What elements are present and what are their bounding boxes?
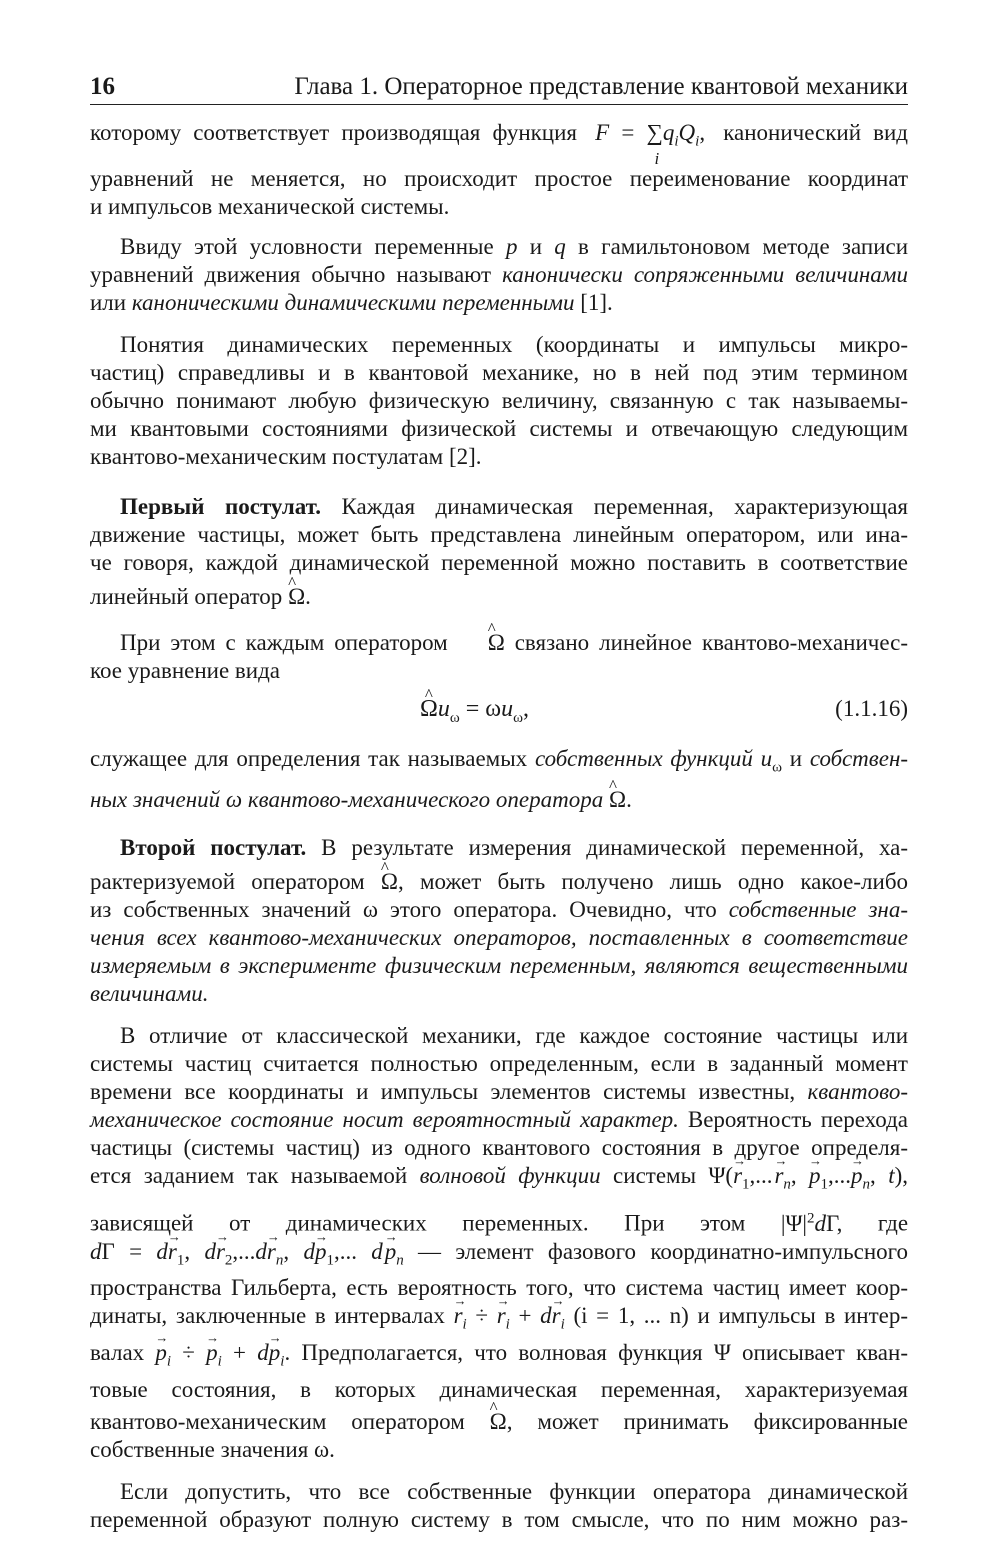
generating-function-formula: F = ∑ i $q_iQ_i$, (595, 120, 718, 168)
equation-number: (1.1.16) (835, 696, 908, 721)
paragraph-9: Если допустить, что все собственные функции оператора динамической переменной образуют полную систему в том смысле, что по ним можно раз- (90, 1478, 908, 1532)
paragraph-1: которому соответствует производящая функция F = ∑ i $q_iQ_i$, канонический вид уравнений не меняется, но происходит простое переименование координат и импульсов механической системы. (90, 120, 909, 219)
book-page (90, 72, 908, 1548)
second-postulate: Второй постулат. В результате измерения динамической переменной, ха- рактеризуемой оператором ^ Ω, может быть получено лишь одно какое-либо из собственных значений ω этого оператора. Очевидно, что собственные зна- чения всех квантово-механических операторов, поставленных в соответствие измеряемым в эксперименте физическим переменным, являются вещественными величинами. (90, 834, 908, 1008)
coordinate-interval-formula: → $r_i$ ÷ → $r_i + d\to r_i$ (454, 1303, 565, 1328)
phase-space-element-formula: $d\Gamma = d\to r_1$, $d\to r_2,...d\to r_n$, $d\to p_1$,... d → $p_n$ (90, 1239, 404, 1264)
probability-density-formula: $|\Psi|^2d\Gamma$, (780, 1210, 843, 1236)
eigenvalue-equation: ^ $\Omega u_\omega = \omega u_\omega$, (420, 695, 529, 732)
momentum-interval-formula: → $p_i$ ÷ → $p_i + d\to p_i$. (155, 1340, 290, 1365)
omega-operator-symbol: ^ Ω (288, 583, 305, 611)
chapter-title: Глава 1. Операторное представление квантовой механики (294, 73, 908, 100)
second-postulate-heading: Второй постулат. (120, 834, 307, 860)
page-number: 16 (90, 73, 115, 100)
paragraph-6: служащее для определения так называемых собственных функций $u_\omega$ и собствен- ных значений ω квантово-механического оператора ^ Ω. (90, 745, 908, 814)
page-body (90, 119, 908, 1534)
running-header (90, 72, 908, 105)
paragraph-2: Ввиду этой условности переменные p и q в гамильтоновом методе записи уравнений движения обычно называют канонически сопряженными величинами или каноническими динамическими переменными [1]. (90, 234, 909, 315)
first-postulate-heading: Первый постулат. (120, 494, 321, 519)
first-postulate: Первый постулат. Каждая динамическая переменная, характеризующая движение частицы, может быть представлена линейным оператором, или ина- че говоря, каждой динамической переменной можно поставить в соответствие линейный оператор ^ Ω. (90, 493, 908, 611)
paragraph-5: При этом с каждым оператором ^ Ω связано линейное квантово-механичес- кое уравнение вида (90, 629, 908, 685)
equation-1-1-16 (90, 691, 908, 731)
wave-function-formula: $\Psi(\to r_1$,... → $r_n$, → $p_1,...\to p_n$, t), (708, 1163, 908, 1188)
paragraph-8: В отличие от классической механики, где каждое состояние частицы или системы частиц считается полностью определенным, если в заданный момент времени все координаты и импульсы элементов системы известны, квантово- механическое состояние носит вероятностный характер. Вероятность перехода частицы (системы частиц) из одного квантового состояния в другое определя- ется заданием так называемой волновой функции системы $\Psi(\to r_1$,... → $r_n$, → $p_1,...\to p_n$, t), зависящей от динамических переменных. При этом $|\Psi|^2d\Gamma$, где $d\Gamma = d\to r_1$, $d\to r_2,...d\to r_n$, $d\to p_1$,... d → $p_n$ — элемент фазового координатно-импульсного пространства Гильберта, есть вероятность того, что система частиц имеет коор- динаты, заключенные в интервалах → $r_i$ ÷ → $r_i + d\to r_i$ (i = 1, ... n) и импульсы в интер- валах → $p_i$ ÷ → $p_i + d\to p_i$. Предполагается, что волновая функция Ψ описывает кван- товые состояния, в которых динамическая переменная, характеризуемая квантово-механическим оператором ^ Ω, может принимать фиксированные собственные значения ω. (90, 1022, 908, 1464)
paragraph-3: Понятия динамических переменных (координаты и импульсы микро- частиц) справедливы и в квантовой механике, но в ней под этим термином обычно понимают любую физическую величину, связанную с так называемы- ми квантовыми состояниями физической системы и отвечающую следующим квантово-механическим постулатам [2]. (90, 332, 908, 469)
